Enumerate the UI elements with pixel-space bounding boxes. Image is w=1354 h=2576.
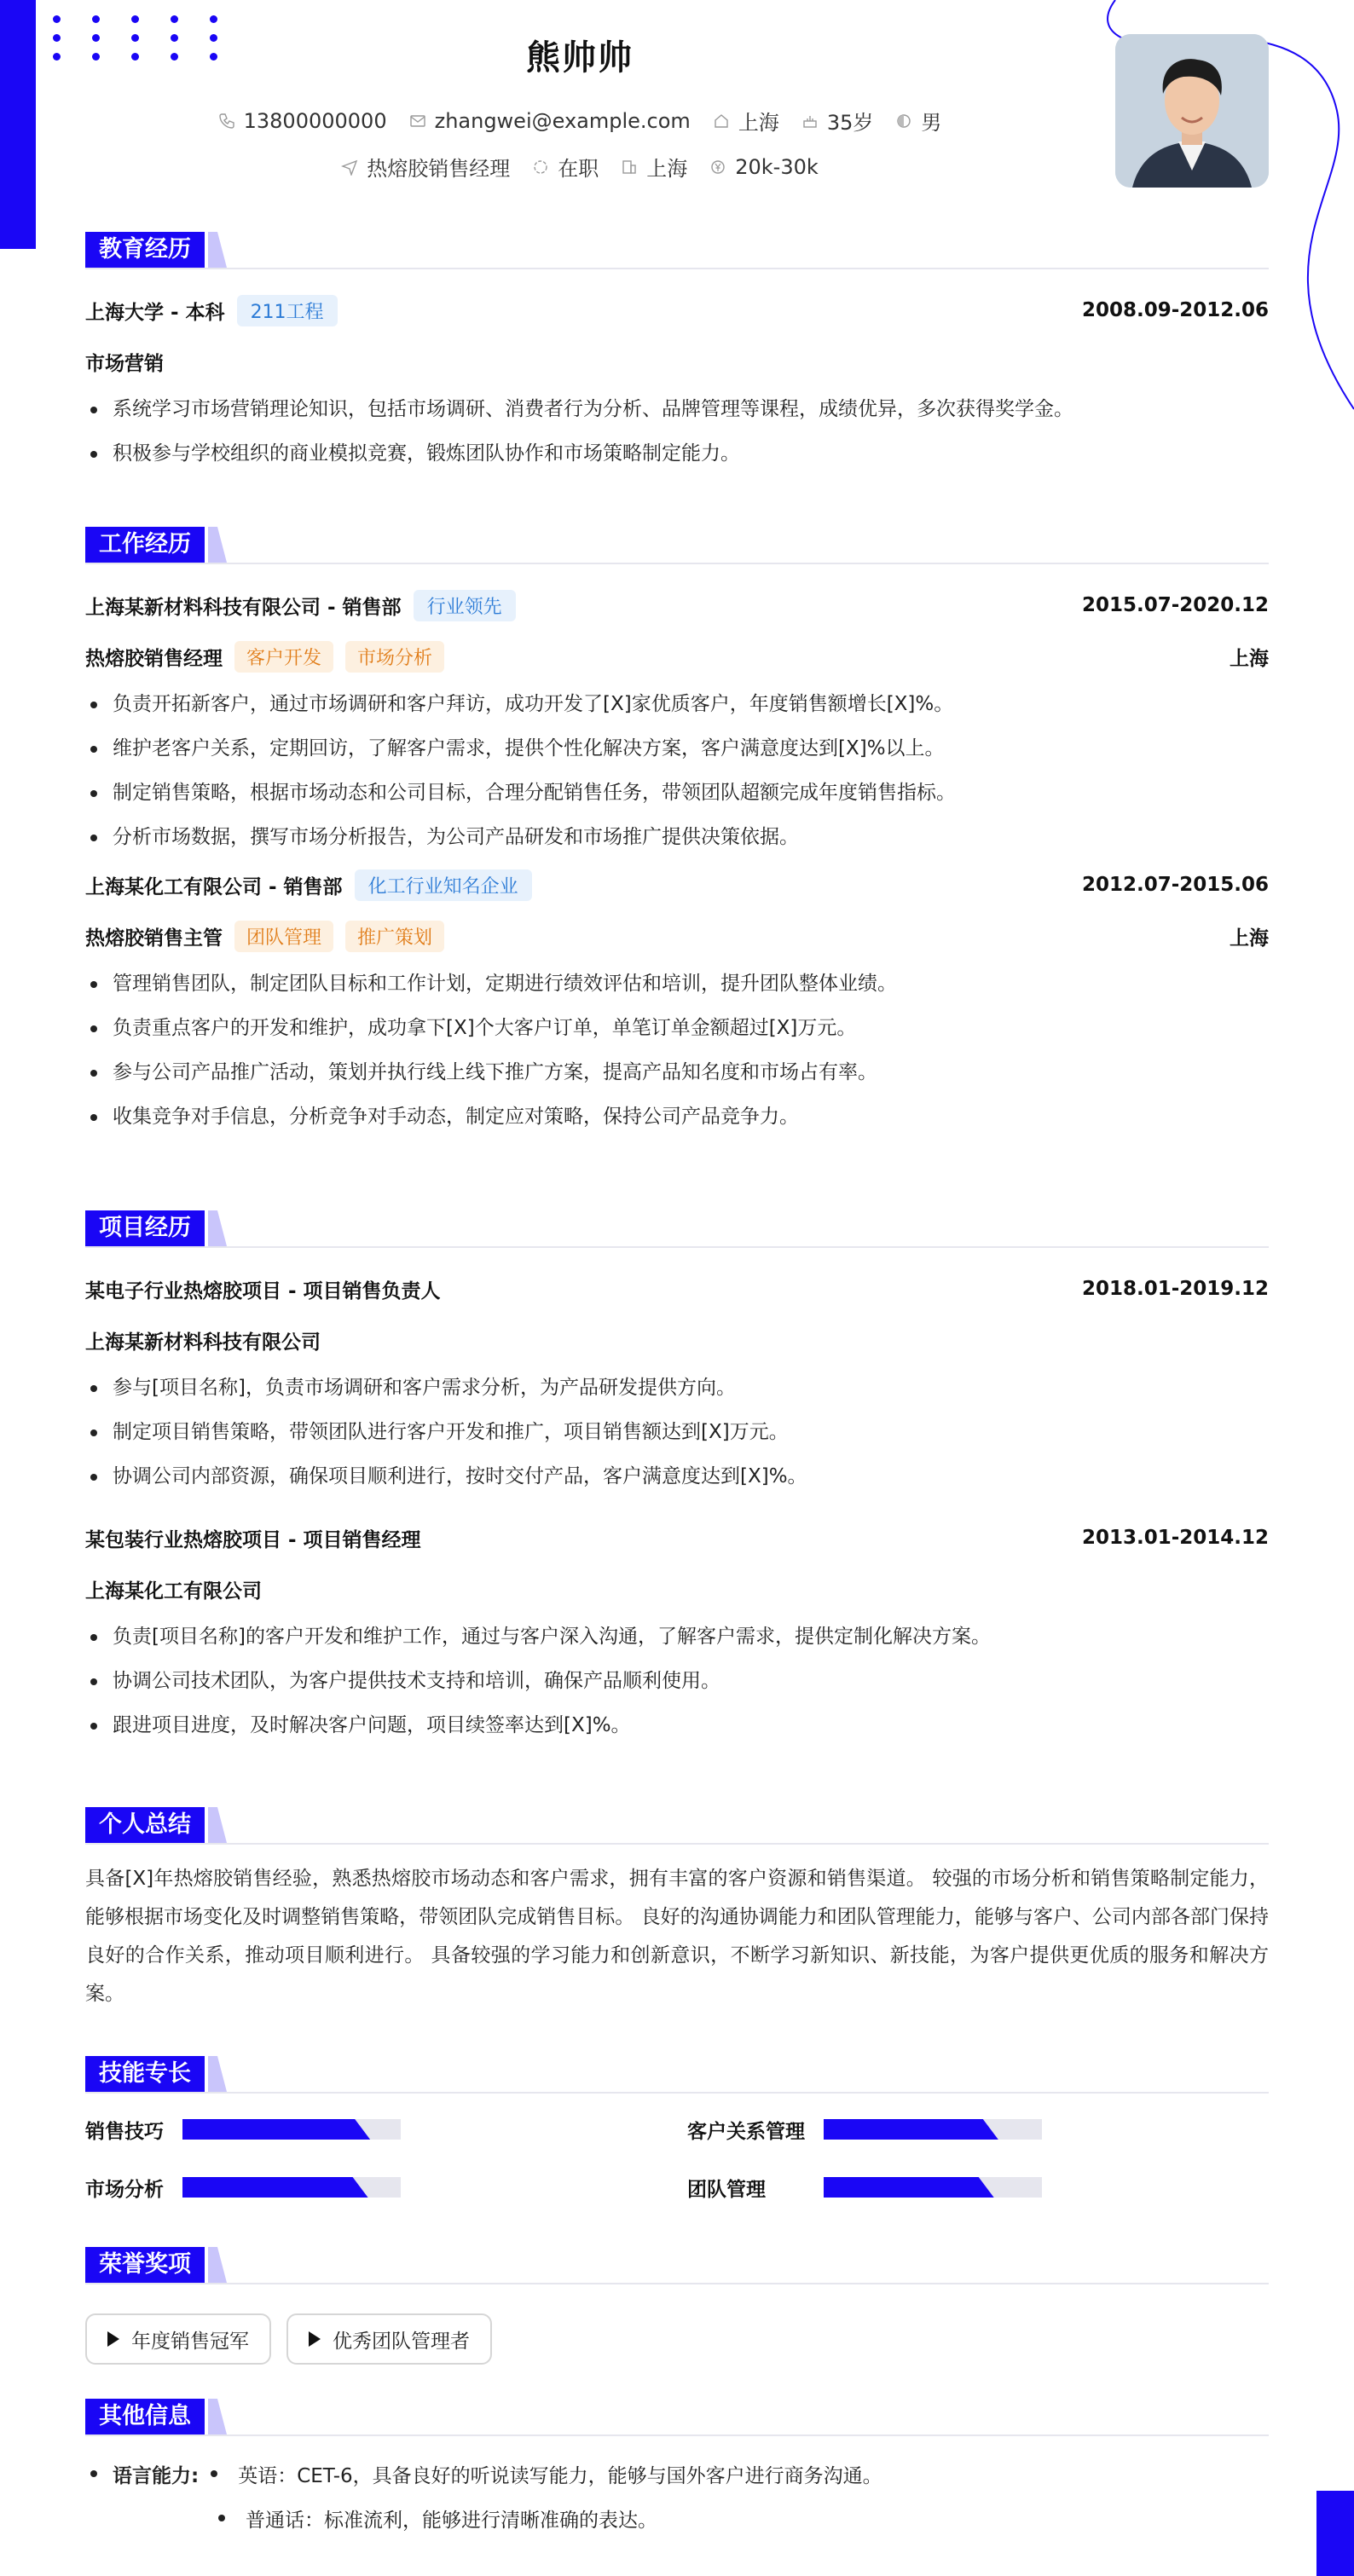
salary-item bbox=[709, 152, 819, 182]
project-entry-header bbox=[85, 1263, 1269, 1314]
project-date: 2013.01-2014.12 bbox=[1081, 1527, 1269, 1549]
project-date: 2018.01-2019.12 bbox=[1081, 1278, 1269, 1300]
skill-level-bar bbox=[182, 2177, 368, 2198]
list-item: 负责[项目名称]的客户开发和维护工作，通过与客户深入沟通，了解客户需求，提供定制化解决方案。 bbox=[85, 1614, 1269, 1659]
list-item: 收集竞争对手信息，分析竞争对手动态，制定应对策略，保持公司产品竞争力。 bbox=[85, 1095, 1269, 1139]
list-item: 积极参与学校组织的商业模拟竞赛，锻炼团队协作和市场策略制定能力。 bbox=[85, 431, 1269, 476]
section-title: 其他信息 bbox=[85, 2399, 205, 2434]
skill-tag: 客户开发 bbox=[234, 641, 333, 673]
company-name: 上海某化工有限公司 - 销售部 bbox=[85, 875, 343, 898]
education-date: 2008.09-2012.06 bbox=[1081, 299, 1269, 321]
section-title: 个人总结 bbox=[85, 1807, 205, 1843]
candidate-name: 熊帅帅 bbox=[526, 38, 634, 78]
skill-item bbox=[85, 2112, 401, 2146]
work-bullets bbox=[85, 962, 1269, 1139]
list-item: 系统学习市场营销理论知识，包括市场调研、消费者行为分析、品牌管理等课程，成绩优异，多次获得奖学金。 bbox=[85, 387, 1269, 431]
section-title: 教育经历 bbox=[85, 232, 205, 268]
resume-header bbox=[0, 0, 1354, 196]
summary-section bbox=[85, 1807, 1269, 2013]
status-icon bbox=[532, 159, 549, 176]
project-company: 上海某新材料科技有限公司 bbox=[85, 1331, 321, 1354]
award-list bbox=[85, 2300, 1269, 2365]
skill-level-bar bbox=[824, 2177, 994, 2198]
project-bullets bbox=[85, 1614, 1269, 1747]
email-item bbox=[409, 106, 691, 136]
company-tag: 化工行业知名企业 bbox=[355, 869, 532, 901]
decor-right-bar bbox=[1316, 2491, 1354, 2576]
education-bullets bbox=[85, 387, 1269, 476]
skills-section bbox=[85, 2056, 1269, 2225]
skill-tag: 推广策划 bbox=[345, 921, 444, 952]
work-date: 2012.07-2015.06 bbox=[1081, 874, 1269, 896]
work-city: 上海 bbox=[1230, 647, 1269, 670]
work-entry-header bbox=[85, 580, 1269, 631]
skill-name: 市场分析 bbox=[85, 2178, 164, 2201]
section-title: 工作经历 bbox=[85, 527, 205, 563]
play-icon bbox=[107, 2331, 119, 2347]
skill-item bbox=[687, 2112, 1042, 2146]
list-item: 管理销售团队，制定团队目标和工作计划，定期进行绩效评估和培训，提升团队整体业绩。 bbox=[85, 962, 1269, 1006]
language-item: 英语：CET-6，具备良好的听说读写能力，能够与国外客户进行商务沟通。 bbox=[238, 2464, 882, 2487]
project-bullets bbox=[85, 1366, 1269, 1499]
age-item bbox=[801, 106, 874, 136]
summary-text: 具备[X]年热熔胶销售经验，熟悉热熔胶市场动态和客户需求，拥有丰富的客户资源和销售渠道。 较强的市场分析和销售策略制定能力，能够根据市场变化及时调整销售策略，带领团队完成销售目标。 良好的沟通协调能力和团队管理能力，能够与客户、公司内部各部门保持良好的合作关系，推动项目顺利进行。 具备较强的学习能力和创新意识，不断学习新知识、新技能，为客户提供更优质的服务和解决方案。 bbox=[85, 1868, 1269, 2005]
skill-bars bbox=[85, 2109, 1269, 2225]
project-name: 某电子行业热熔胶项目 - 项目销售负责人 bbox=[85, 1279, 441, 1302]
target-job-item bbox=[341, 152, 510, 182]
awards-section bbox=[85, 2247, 1269, 2365]
gender-icon bbox=[895, 113, 912, 130]
skill-tag: 团队管理 bbox=[234, 921, 333, 952]
education-entry bbox=[85, 285, 1269, 336]
project-section bbox=[85, 1210, 1269, 1747]
cake-icon bbox=[801, 113, 819, 130]
list-item: 制定项目销售策略，带领团队进行客户开发和推广，项目销售额达到[X]万元。 bbox=[85, 1410, 1269, 1454]
section-title: 荣誉奖项 bbox=[85, 2247, 205, 2283]
list-item: 协调公司技术团队，为客户提供技术支持和培训，确保产品顺利使用。 bbox=[85, 1659, 1269, 1703]
target-city-item bbox=[621, 152, 687, 182]
hometown-text: 上海 bbox=[738, 111, 779, 135]
list-item: 负责开拓新客户，通过市场调研和客户拜访，成功开发了[X]家优质客户，年度销售额增长[X]%。 bbox=[85, 682, 1269, 726]
target-city-text: 上海 bbox=[646, 157, 688, 181]
job-status-text: 在职 bbox=[558, 157, 599, 181]
email-text: zhangwei@example.com bbox=[434, 108, 691, 133]
award-chip bbox=[286, 2313, 492, 2365]
target-job-text: 热熔胶销售经理 bbox=[367, 157, 511, 181]
language-block bbox=[85, 2452, 1269, 2540]
education-section bbox=[85, 232, 1269, 476]
work-section bbox=[85, 527, 1269, 1139]
work-date: 2015.07-2020.12 bbox=[1081, 594, 1269, 616]
skill-name: 团队管理 bbox=[687, 2178, 766, 2201]
mail-icon bbox=[409, 113, 426, 130]
job-title: 热熔胶销售主管 bbox=[85, 927, 223, 950]
phone-text: 13800000000 bbox=[243, 108, 387, 133]
company-tag: 行业领先 bbox=[414, 590, 516, 621]
project-name: 某包装行业热熔胶项目 - 项目销售经理 bbox=[85, 1528, 421, 1551]
skill-name: 客户关系管理 bbox=[687, 2120, 805, 2143]
award-label: 优秀团队管理者 bbox=[333, 2330, 470, 2353]
building-icon bbox=[621, 159, 638, 176]
send-icon bbox=[341, 159, 358, 176]
language-label: 语言能力: bbox=[113, 2464, 200, 2487]
phone-icon bbox=[218, 113, 235, 130]
contact-row bbox=[0, 106, 1160, 136]
school-tag: 211工程 bbox=[237, 295, 338, 326]
hometown-item bbox=[713, 106, 779, 136]
list-item: 制定销售策略，根据市场动态和公司目标，合理分配销售任务，带领团队超额完成年度销售指标。 bbox=[85, 771, 1269, 815]
play-icon bbox=[309, 2331, 321, 2347]
yen-icon bbox=[709, 159, 726, 176]
list-item: 跟进项目进度，及时解决客户问题，项目续签率达到[X]%。 bbox=[85, 1703, 1269, 1747]
company-name: 上海某新材料科技有限公司 - 销售部 bbox=[85, 596, 402, 619]
person-photo-icon bbox=[1115, 34, 1269, 188]
section-title: 项目经历 bbox=[85, 1210, 205, 1246]
school-name: 上海大学 - 本科 bbox=[85, 301, 225, 324]
skill-name: 销售技巧 bbox=[85, 2120, 164, 2143]
avatar bbox=[1115, 34, 1269, 188]
award-chip bbox=[85, 2313, 271, 2365]
work-city: 上海 bbox=[1230, 927, 1269, 950]
list-item: 负责重点客户的开发和维护，成功拿下[X]个大客户订单，单笔订单金额超过[X]万元。 bbox=[85, 1006, 1269, 1050]
other-section bbox=[85, 2399, 1269, 2540]
job-intent-row bbox=[0, 152, 1160, 182]
list-item: 分析市场数据，撰写市场分析报告，为公司产品研发和市场推广提供决策依据。 bbox=[85, 815, 1269, 859]
list-item: 维护老客户关系，定期回访，了解客户需求，提供个性化解决方案，客户满意度达到[X]%以上。 bbox=[85, 726, 1269, 771]
skill-level-bar bbox=[824, 2119, 998, 2140]
list-item: 参与公司产品推广活动，策划并执行线上线下推广方案，提高产品知名度和市场占有率。 bbox=[85, 1050, 1269, 1095]
job-title: 热熔胶销售经理 bbox=[85, 647, 223, 670]
list-item: 参与[项目名称]，负责市场调研和客户需求分析，为产品研发提供方向。 bbox=[85, 1366, 1269, 1410]
skill-tag: 市场分析 bbox=[345, 641, 444, 673]
award-label: 年度销售冠军 bbox=[131, 2330, 249, 2353]
project-entry-header bbox=[85, 1512, 1269, 1563]
project-company: 上海某化工有限公司 bbox=[85, 1580, 262, 1603]
age-text: 35岁 bbox=[826, 111, 874, 135]
list-item: 协调公司内部资源，确保项目顺利进行，按时交付产品，客户满意度达到[X]%。 bbox=[85, 1454, 1269, 1499]
skill-level-bar bbox=[182, 2119, 370, 2140]
major: 市场营销 bbox=[85, 352, 164, 375]
skill-item bbox=[687, 2170, 1042, 2204]
skill-item bbox=[85, 2170, 401, 2204]
gender-text: 男 bbox=[921, 111, 942, 135]
language-item: 普通话：标准流利，能够进行清晰准确的表达。 bbox=[246, 2509, 657, 2532]
gender-item bbox=[895, 106, 941, 136]
job-status-item bbox=[532, 152, 599, 182]
work-bullets bbox=[85, 682, 1269, 859]
home-icon bbox=[713, 113, 730, 130]
section-title: 技能专长 bbox=[85, 2056, 205, 2092]
work-entry-header bbox=[85, 859, 1269, 910]
salary-text: 20k-30k bbox=[735, 154, 819, 179]
phone-item bbox=[218, 106, 387, 136]
